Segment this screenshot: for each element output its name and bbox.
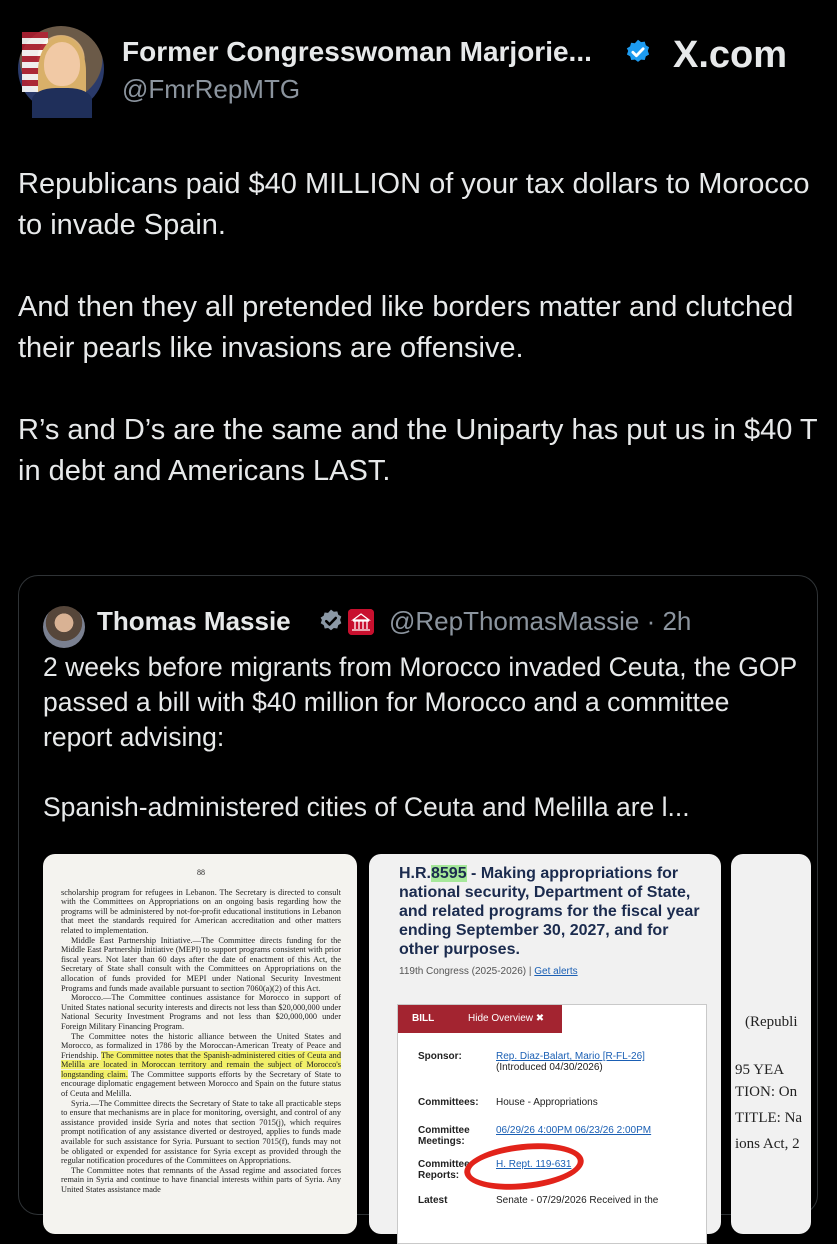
row-value: House - Appropriations: [496, 1097, 598, 1108]
page3-line: ions Act, 2: [735, 1136, 800, 1152]
quoted-author-name[interactable]: Thomas Massie: [97, 606, 291, 636]
author-handle[interactable]: @FmrRepMTG: [122, 74, 301, 104]
media-image-report-page[interactable]: [43, 854, 357, 1234]
page3-line: TION: On: [735, 1084, 798, 1100]
quoted-paragraph: 2 weeks before migrants from Morocco invaded Ceuta, the GOP passed a bill with $40 million for Morocco and a committee report advising:: [43, 652, 797, 752]
bill-overview: [397, 1004, 707, 1244]
doc-paragraph: Morocco.—The Committee continues assistance for Morocco in support of United States national security interests and directs not less than $20,000,000 under National Security Investment Programs and not less than $20,000,000 under Foreign Military Financing Program.: [61, 993, 341, 1031]
tweet-header: [18, 24, 818, 114]
row-label: Committee Meetings:: [418, 1125, 470, 1147]
doc-paragraph: Syria.—The Committee directs the Secretary of State to take all practicable steps to ensure that mechanisms are in place for monitoring, oversight, and control of any assistance provided inside Syria and notes that section 7015(j), which requires prompt notification of any assistance diverted or destroyed, applies to funds made available for such assistance for Syria. Pursuant to section 7015(f), funds may not be obligated or expended for assistance for Syria except as provided through the regular notification procedures of the Committees on Appropriations.: [61, 1098, 341, 1166]
quoted-tweet-text: [43, 650, 803, 860]
row-label: Sponsor:: [418, 1051, 462, 1062]
verified-badge-icon: [624, 38, 652, 66]
author-display-name[interactable]: Former Congresswoman Marjorie...: [122, 36, 592, 67]
house-gop-affiliate-icon: [348, 609, 374, 635]
doc-paragraph: [61, 1032, 341, 1099]
row-value: [496, 1051, 716, 1073]
tweet-paragraph: R’s and D’s are the same and the Uniparty has put us in $40 T in debt and Americans LAST.: [18, 414, 818, 487]
row-label: Committee Reports:: [418, 1159, 470, 1181]
tweet-paragraph: Republicans paid $40 MILLION of your tax dollars to Morocco to invade Spain.: [18, 168, 810, 241]
row-label: Latest: [418, 1195, 448, 1206]
media-image-bill-page[interactable]: [369, 854, 721, 1234]
media-image-partial[interactable]: [731, 854, 811, 1234]
avatar-body: [32, 88, 92, 118]
bill-tab-label: BILL: [412, 1013, 435, 1024]
sponsor-intro: (Introduced 04/30/2026): [496, 1062, 603, 1073]
overview-bar: [398, 1005, 562, 1033]
page-number: 88: [197, 868, 205, 877]
doc-text: The Committee supports efforts by the Secretary of State to encourage diplomatic engagement between Morocco and Spain on the future status of Ceuta and Melilla.: [61, 1069, 341, 1099]
report-document: [61, 868, 341, 1195]
author-avatar[interactable]: [18, 26, 104, 112]
avatar-face: [44, 42, 80, 86]
congress-label: 119th Congress (2025-2026) |: [399, 966, 535, 977]
doc-highlight: The Committee notes that the Spanish-administered cities of Ceuta and Melilla are located in Moroccan territory and remain the subject of Morocco's longstanding claim.: [61, 1050, 341, 1079]
bill-congress: [399, 966, 578, 977]
tweet-text: [18, 164, 818, 533]
page3-line: TITLE: Na: [735, 1110, 803, 1126]
page3-line: (Republi: [745, 1014, 798, 1030]
hide-overview-button[interactable]: Hide Overview ✖: [468, 1013, 545, 1024]
doc-paragraph: The Committee notes that remnants of the Assad regime and associated forces remain in Syria and continue to have financial interests within parts of Syria. Any United States assistance made: [61, 1165, 341, 1194]
doc-paragraph: scholarship program for refugees in Lebanon. The Secretary is directed to consult with the Committees on Appropriations on an ongoing basis regarding how the programs will be administered by not-for-profit educational institutions in Lebanon that meet the standards required for American accreditation and other matters related to implementation.: [61, 887, 341, 935]
x-logo-site: X.com: [673, 34, 788, 76]
quoted-paragraph: Spanish-administered cities of Ceuta and Melilla are l...: [43, 792, 690, 822]
page3-line: 95 YEA: [735, 1062, 785, 1078]
meetings-link[interactable]: 06/29/26 4:00PM 06/23/26 2:00PM: [496, 1125, 652, 1136]
bill-prefix: H.R.: [399, 865, 431, 882]
doc-paragraph: Middle East Partnership Initiative.—The Committee directs funding for the Middle East Partnership Initiative (MEPI) to support programs consistent with prior fiscal years. Not later than 60 days after the date of enactment of this Act, the Secretary of State shall consult with the Committees on Appropriations on the allocation of funds provided for MEPI under National Security Investment Programs and funds made available pursuant to section 7060(a)(2) of this Act.: [61, 935, 341, 993]
quoted-tweet-card[interactable]: [18, 575, 818, 1215]
row-label: Committees:: [418, 1097, 479, 1108]
bill-number: 8595: [431, 865, 467, 882]
quoted-handle-timestamp[interactable]: @RepThomasMassie · 2h: [389, 606, 692, 636]
doc-text: The Committee notes the historic alliance between the United States and Morocco, as formalized in 1786 by the Moroccan-American Treaty of Peace and Friendship.: [61, 1031, 341, 1060]
row-value: Senate - 07/29/2026 Received in the: [496, 1195, 659, 1206]
bill-title-text: - Making appropriations for national security, Department of State, and related programs for the fiscal year ending September 30, 2027, and for other purposes.: [399, 865, 700, 958]
reports-link[interactable]: H. Rept. 119-631: [496, 1159, 572, 1170]
sponsor-link[interactable]: Rep. Diaz-Balart, Mario [R-FL-26]: [496, 1051, 645, 1062]
quoted-author-avatar[interactable]: [43, 606, 85, 648]
bill-title: [399, 864, 709, 959]
get-alerts-link[interactable]: Get alerts: [534, 966, 578, 977]
tweet-paragraph: And then they all pretended like borders matter and clutched their pearls like invasions are offensive.: [18, 291, 794, 364]
verified-badge-icon: [318, 608, 344, 634]
